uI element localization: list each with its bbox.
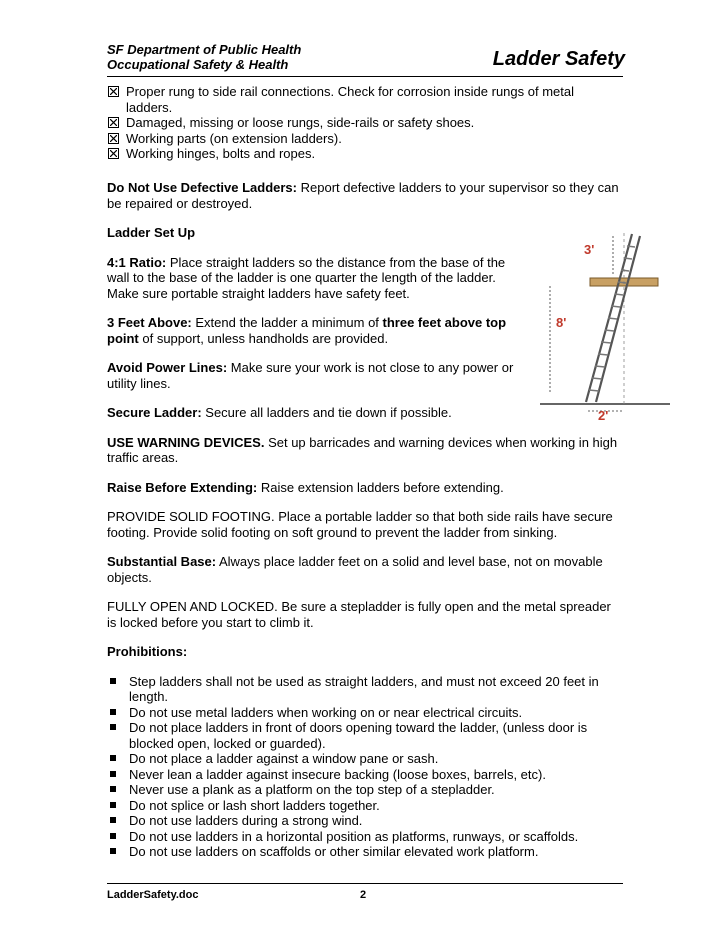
open-locked-paragraph: FULLY OPEN AND LOCKED. Be sure a stepladder is fully open and the metal spreader is locked before you start to climb it.	[107, 599, 611, 630]
org-line-1: SF Department of Public Health	[107, 42, 302, 57]
org-line-2: Occupational Safety & Health	[107, 57, 289, 72]
three-feet-paragraph: 3 Feet Above: Extend the ladder a minimum of three feet above top point of support, unless handholds are provided.	[107, 315, 507, 346]
list-item: Do not splice or lash short ladders together.	[107, 798, 623, 814]
checklist-item-text: Proper rung to side rail connections. Check for corrosion inside rungs of metal ladders.	[126, 84, 574, 115]
checked-box-icon	[108, 86, 119, 97]
bullet-icon	[110, 678, 116, 684]
checked-box-icon	[108, 148, 119, 159]
bullet-icon	[110, 817, 116, 823]
warning-devices-paragraph: USE WARNING DEVICES. Set up barricades and warning devices when working in high traffic areas.	[107, 434, 618, 465]
substantial-base-paragraph: Substantial Base: Always place ladder feet on a solid and level base, not on movable objects.	[107, 554, 603, 585]
list-item: Do not place a ladder against a window pane or sash.	[107, 751, 623, 767]
prohibitions-heading: Prohibitions:	[107, 644, 188, 659]
bullet-icon	[110, 755, 116, 761]
list-item: Do not use ladders on scaffolds or other similar elevated work platform.	[107, 844, 623, 860]
checked-box-icon	[108, 133, 119, 144]
prohibitions-list	[107, 674, 623, 860]
top-extension-label: 3'	[584, 242, 595, 257]
list-item: Do not use ladders during a strong wind.	[107, 813, 623, 829]
footer-filename: LadderSafety.doc	[107, 889, 199, 901]
list-item: Do not use metal ladders when working on or near electrical circuits.	[107, 705, 623, 721]
power-lines-paragraph: Avoid Power Lines: Make sure your work is not close to any power or utility lines.	[107, 360, 514, 391]
checklist-item-text: Damaged, missing or loose rungs, side-rails or safety shoes.	[126, 115, 475, 130]
bullet-icon	[110, 724, 116, 730]
base-label: 2'	[598, 408, 609, 423]
list-item: Do not use ladders in a horizontal position as platforms, runways, or scaffolds.	[107, 829, 623, 845]
bullet-icon	[110, 833, 116, 839]
secure-ladder-paragraph: Secure Ladder: Secure all ladders and tie down if possible.	[107, 405, 452, 420]
page-footer	[107, 883, 623, 904]
defective-ladders-paragraph: Do Not Use Defective Ladders: Report defective ladders to your supervisor so they can be repaired or destroyed.	[107, 180, 619, 211]
checklist-item	[107, 84, 587, 115]
ratio-paragraph: 4:1 Ratio: Place straight ladders so the distance from the base of the wall to the base of the ladder is one quarter the length of the ladder. Make sure portable straight ladders have safety feet.	[107, 254, 506, 301]
bullet-icon	[110, 802, 116, 808]
setup-heading: Ladder Set Up	[107, 225, 196, 240]
bullet-icon	[110, 848, 116, 854]
list-item: Never use a plank as a platform on the top step of a stepladder.	[107, 782, 623, 798]
list-item: Never lean a ladder against insecure backing (loose boxes, barrels, etc).	[107, 767, 623, 783]
bullet-icon	[110, 786, 116, 792]
ladder	[586, 234, 640, 402]
checklist-item-text: Working hinges, bolts and ropes.	[126, 146, 316, 161]
document-title: Ladder Safety	[492, 48, 625, 70]
page-header	[107, 42, 623, 77]
raise-before-extending-paragraph: Raise Before Extending: Raise extension ladders before extending.	[107, 479, 504, 495]
bullet-icon	[110, 709, 116, 715]
list-item: Do not place ladders in front of doors opening toward the ladder, (unless door is blocked open, locked or guarded).	[107, 720, 623, 751]
checklist-item	[107, 131, 587, 147]
page-number: 2	[360, 889, 367, 901]
bullet-icon	[110, 771, 116, 777]
checklist-item	[107, 146, 587, 162]
inspection-checklist	[107, 84, 587, 162]
ladder-diagram	[538, 228, 673, 428]
height-label: 8'	[556, 315, 567, 330]
list-item: Step ladders shall not be used as straight ladders, and must not exceed 20 feet in length.	[107, 674, 623, 705]
checked-box-icon	[108, 117, 119, 128]
solid-footing-paragraph: PROVIDE SOLID FOOTING. Place a portable ladder so that both side rails have secure footing. Provide solid footing on soft ground to prevent the ladder from sinking.	[107, 509, 613, 540]
checklist-item-text: Working parts (on extension ladders).	[126, 130, 342, 146]
checklist-item	[107, 115, 587, 131]
organization-name	[107, 42, 301, 72]
